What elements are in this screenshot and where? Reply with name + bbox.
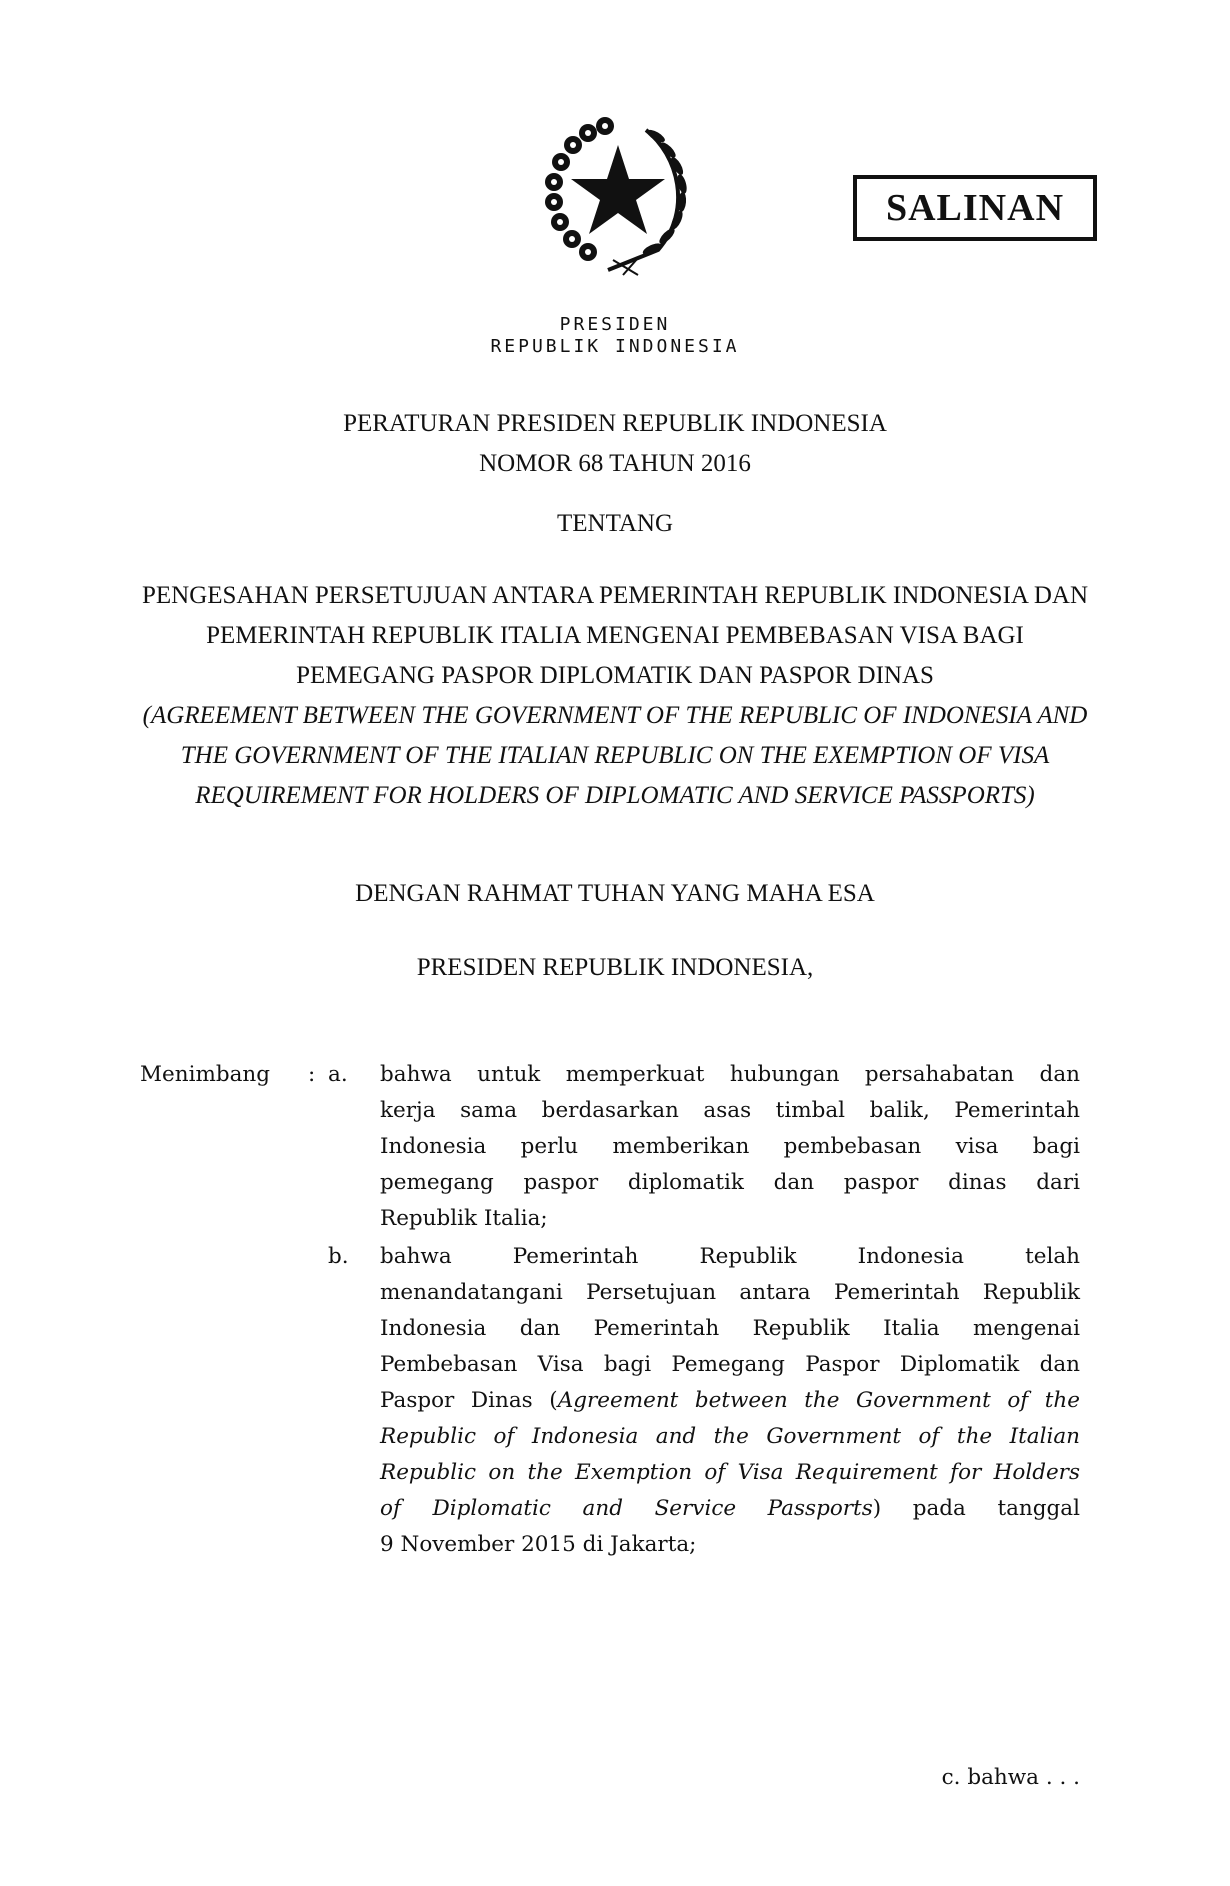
office-line-2: REPUBLIK INDONESIA: [490, 336, 740, 357]
considerations-label: Menimbang: [140, 1062, 271, 1087]
regulation-number: NOMOR 68 TAHUN 2016: [479, 450, 751, 477]
office-line-1: PRESIDEN: [559, 314, 671, 335]
subject-line-3: PEMEGANG PASPOR DIPLOMATIK DAN PASPOR DINAS: [296, 662, 934, 689]
item-b-english-title: of Diplomatic and Service Passports: [380, 1496, 873, 1521]
copy-stamp-label: SALINAN: [885, 187, 1065, 229]
item-b-line: [380, 1455, 1080, 1491]
item-b-line: [380, 1383, 1080, 1419]
item-a-line: kerja sama berdasarkan asas timbal balik, Pemerintah: [380, 1098, 1080, 1123]
item-b-line: Pembebasan Visa bagi Pemegang Paspor Diplomatik dan: [380, 1352, 1080, 1377]
considerations-separator: :: [308, 1062, 316, 1087]
item-b-line: 9 November 2015 di Jakarta;: [380, 1532, 697, 1557]
item-b-letter: b.: [328, 1244, 349, 1269]
copy-stamp: [853, 175, 1097, 241]
item-a-line: bahwa untuk memperkuat hubungan persahabatan dan: [380, 1062, 1080, 1087]
item-b-line: menandatangani Persetujuan antara Pemerintah Republik: [380, 1280, 1080, 1305]
subject-line-2: PEMERINTAH REPUBLIK ITALIA MENGENAI PEMBEBASAN VISA BAGI: [206, 622, 1024, 649]
presidential-seal-icon: [528, 100, 708, 280]
subject-english-line-1: (AGREEMENT BETWEEN THE GOVERNMENT OF THE REPUBLIC OF INDONESIA AND: [142, 702, 1088, 729]
page-continuation: c. bahwa . . .: [941, 1765, 1080, 1790]
item-b-plain-text: ) pada tanggal: [872, 1496, 1080, 1521]
item-a-letter: a.: [328, 1062, 348, 1087]
office-label: [0, 314, 1230, 358]
item-a-line: pemegang paspor diplomatik dan paspor dinas dari: [380, 1170, 1080, 1195]
authority: PRESIDEN REPUBLIK INDONESIA,: [416, 954, 814, 981]
subject-english-line-2: THE GOVERNMENT OF THE ITALIAN REPUBLIC ON THE EXEMPTION OF VISA: [180, 742, 1050, 769]
item-b-english-title: Agreement between the Government of the: [557, 1388, 1080, 1413]
item-a-line: Republik Italia;: [380, 1206, 548, 1231]
item-b-line: [380, 1419, 1080, 1455]
item-b-line: [380, 1491, 1080, 1527]
item-a-body: [380, 1057, 1080, 1237]
item-b-english-title: Republic on the Exemption of Visa Requirement for Holders: [380, 1460, 1080, 1485]
item-b-line: Indonesia dan Pemerintah Republik Italia mengenai: [380, 1316, 1080, 1341]
item-b-line: bahwa Pemerintah Republik Indonesia telah: [380, 1244, 1080, 1269]
subject-english-line-3: REQUIREMENT FOR HOLDERS OF DIPLOMATIC AND SERVICE PASSPORTS): [195, 782, 1035, 809]
item-b-body: [380, 1239, 1080, 1563]
item-b-plain-text: Paspor Dinas (: [380, 1388, 558, 1413]
subject-line-1: PENGESAHAN PERSETUJUAN ANTARA PEMERINTAH REPUBLIK INDONESIA DAN: [141, 582, 1089, 609]
about-label: TENTANG: [556, 510, 674, 537]
invocation: DENGAN RAHMAT TUHAN YANG MAHA ESA: [355, 880, 875, 907]
item-b-english-title: Republic of Indonesia and the Government of the Italian: [380, 1424, 1080, 1449]
item-a-line: Indonesia perlu memberikan pembebasan visa bagi: [380, 1134, 1080, 1159]
regulation-title: PERATURAN PRESIDEN REPUBLIK INDONESIA: [343, 410, 887, 437]
